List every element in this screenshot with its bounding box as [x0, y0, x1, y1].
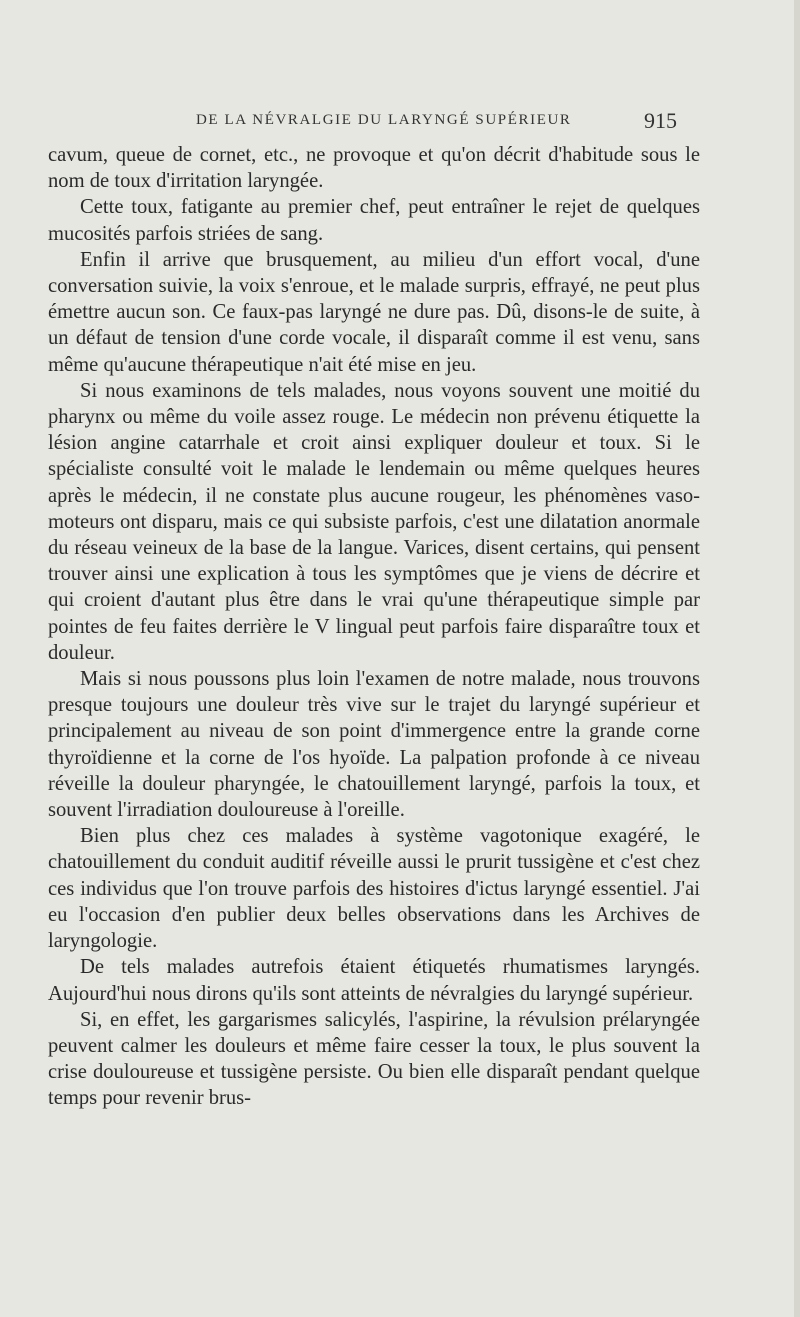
paragraph: Mais si nous poussons plus loin l'examen de notre malade, nous trouvons presque toujours une douleur très vive sur le trajet du laryngé supérieur et principalement au niveau de son point d'immergence entre la grande corne thyroïdienne et la corne de l'os hyoïde. La palpation profonde à ce niveau réveille la douleur pharyngée, le chatouillement laryngé, parfois la toux, et souvent l'irradiation douloureuse à l'oreille. [48, 668, 700, 822]
body-text [48, 142, 700, 1112]
running-title: DE LA NÉVRALGIE DU LARYNGÉ SUPÉRIEUR [196, 112, 572, 128]
page-number: 915 [644, 108, 677, 133]
paragraph: Si nous examinons de tels malades, nous voyons souvent une moitié du pharynx ou même du voile assez rouge. Le médecin non prévenu étiquette la lésion angine catarrhale et croit ainsi expliquer douleur et toux. Si le spécialiste consulté voit le malade le lendemain ou même quelques heures après le médecin, il ne constate plus aucune rougeur, les phénomènes vaso-moteurs ont disparu, mais ce qui subsiste parfois, c'est une dilatation anormale du réseau veineux de la base de la langue. Varices, disent certains, qui pensent trouver ainsi une explication à tous les symptômes que je viens de décrire et qui croient d'autant plus être dans le vrai qu'une thérapeutique simple par pointes de feu faites derrière le V lingual peut parfois faire disparaître toux et douleur. [48, 379, 700, 664]
paragraph: Si, en effet, les gargarismes salicylés, l'aspirine, la révulsion prélaryngée peuvent calmer les douleurs et même faire cesser la toux, le plus souvent la crise douloureuse et tussigène persiste. Ou bien elle disparaît pendant quelque temps pour revenir brus- [48, 1008, 700, 1110]
page-edge [794, 0, 800, 1317]
paragraph: Enfin il arrive que brusquement, au milieu d'un effort vocal, d'une conversation suivie, la voix s'enroue, et le malade surpris, effrayé, ne peut plus émettre aucun son. Ce faux-pas laryngé ne dure pas. Dû, disons-le de suite, à un défaut de tension d'une corde vocale, il disparaît comme il est venu, sans même qu'aucune thérapeutique n'ait été mise en jeu. [48, 248, 700, 376]
paragraph: Bien plus chez ces malades à système vagotonique exagéré, le chatouillement du conduit auditif réveille aussi le prurit tussigène et c'est chez ces individus que l'on trouve parfois des histoires d'ictus laryngé essentiel. J'ai eu l'occasion d'en publier deux belles observations dans les Archives de laryngologie. [48, 825, 700, 953]
paragraph: De tels malades autrefois étaient étiquetés rhumatismes laryngés. Aujourd'hui nous dirons qu'ils sont atteints de névralgies du laryngé supérieur. [48, 956, 700, 1005]
paragraph-continuation: cavum, queue de cornet, etc., ne provoque et qu'on décrit d'habitude sous le nom de toux d'irritation laryngée. [48, 144, 700, 193]
page-header [0, 108, 800, 134]
paragraph: Cette toux, fatigante au premier chef, peut entraîner le rejet de quelques mucosités parfois striées de sang. [48, 196, 700, 245]
